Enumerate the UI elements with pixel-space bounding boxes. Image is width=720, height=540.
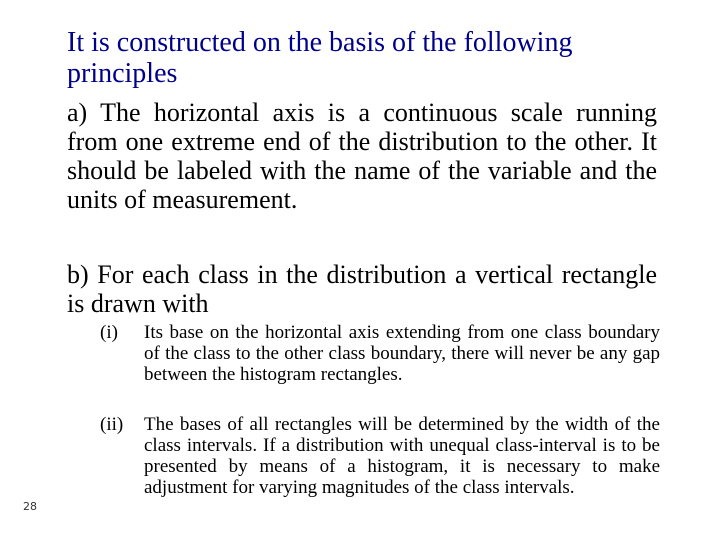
point-a-text: a) The horizontal axis is a continuous scale running from one extreme end of the distribution to the other. It should be labeled with the name of the variable and the units of measurement. xyxy=(67,98,657,214)
point-b-text: b) For each class in the distribution a vertical rectangle is drawn with xyxy=(67,260,657,318)
sub-point-i xyxy=(100,322,660,385)
slide-heading: It is constructed on the basis of the following principles xyxy=(67,27,573,89)
sub-point-marker: (i) xyxy=(100,322,118,343)
sub-point-ii xyxy=(100,414,660,498)
sub-point-text: The bases of all rectangles will be determined by the width of the class intervals. If a distribution with unequal class-interval is to be presented by means of a histogram, it is necessary to make adjustment for varying magnitudes of the class intervals. xyxy=(144,414,660,498)
page-number: 28 xyxy=(23,500,37,513)
sub-point-marker: (ii) xyxy=(100,414,124,435)
sub-point-text: Its base on the horizontal axis extending from one class boundary of the class to the other class boundary, there will never be any gap between the histogram rectangles. xyxy=(144,322,660,385)
